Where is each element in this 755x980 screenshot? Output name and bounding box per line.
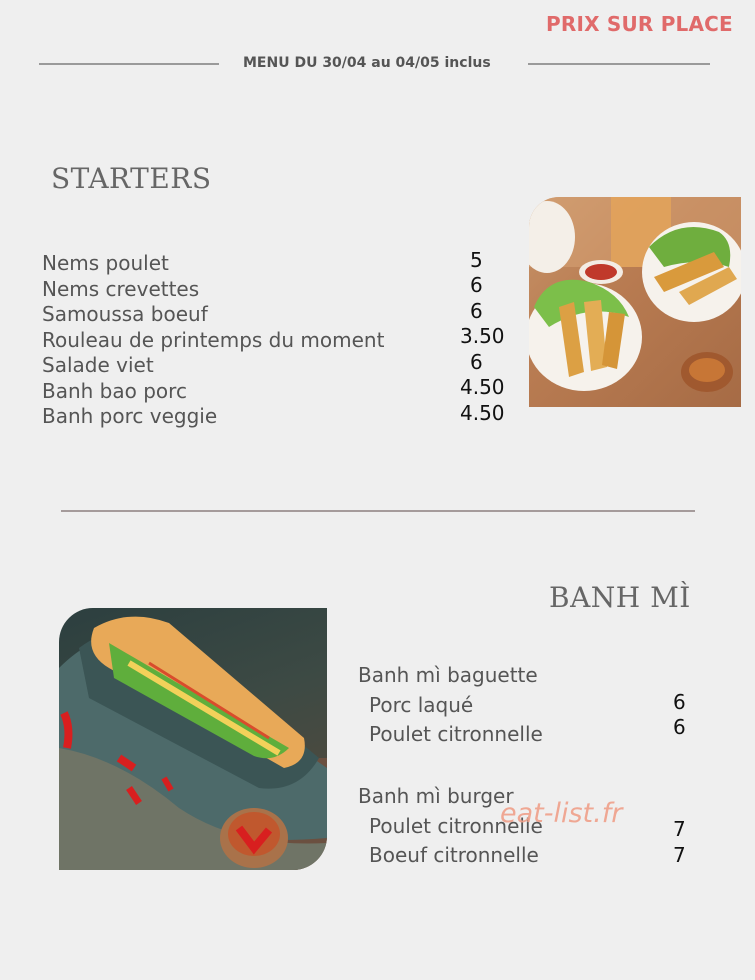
- starter-item-price: 6: [470, 299, 483, 323]
- starter-item-name: Nems crevettes: [42, 277, 200, 301]
- banh-mi-item-price: 6: [673, 715, 686, 739]
- header-rule-left: [39, 63, 219, 65]
- banh-mi-photo: [59, 608, 327, 870]
- starter-item-price: 5: [470, 248, 483, 272]
- banh-mi-group-name: Banh mì burger: [358, 784, 514, 808]
- starter-item-price: 4.50: [460, 375, 505, 399]
- banh-mi-item-price: 7: [673, 817, 686, 841]
- starter-item-price: 4.50: [460, 401, 505, 425]
- starters-title: STARTERS: [51, 162, 212, 195]
- watermark-text: eat-list.fr: [500, 798, 623, 829]
- starters-photo: [529, 197, 741, 407]
- banh-mi-item-price: 7: [673, 843, 686, 867]
- section-divider: [61, 510, 695, 512]
- starter-item-name: Nems poulet: [42, 251, 169, 275]
- starter-item-price: 3.50: [460, 324, 505, 348]
- banh-mi-item-name: Poulet citronnelle: [369, 814, 543, 838]
- starter-item-name: Samoussa boeuf: [42, 302, 208, 326]
- prix-sur-place-label: PRIX SUR PLACE: [546, 12, 733, 36]
- menu-dates: MENU DU 30/04 au 04/05 inclus: [243, 55, 491, 71]
- banh-mi-title: BANH MÌ: [549, 581, 691, 614]
- banh-mi-item-name: Poulet citronnelle: [369, 722, 543, 746]
- banh-mi-item-name: Porc laqué: [369, 693, 474, 717]
- header-rule-right: [528, 63, 710, 65]
- starter-item-price: 6: [470, 350, 483, 374]
- starter-item-price: 6: [470, 273, 483, 297]
- starter-item-name: Rouleau de printemps du moment: [42, 328, 385, 352]
- starter-item-name: Banh bao porc: [42, 379, 187, 403]
- banh-mi-item-price: 6: [673, 690, 686, 714]
- starter-item-name: Banh porc veggie: [42, 404, 218, 428]
- banh-mi-item-name: Boeuf citronnelle: [369, 843, 539, 867]
- banh-mi-illustration: [59, 608, 327, 870]
- nems-illustration: [529, 197, 741, 407]
- banh-mi-group-name: Banh mì baguette: [358, 663, 538, 687]
- starter-item-name: Salade viet: [42, 353, 154, 377]
